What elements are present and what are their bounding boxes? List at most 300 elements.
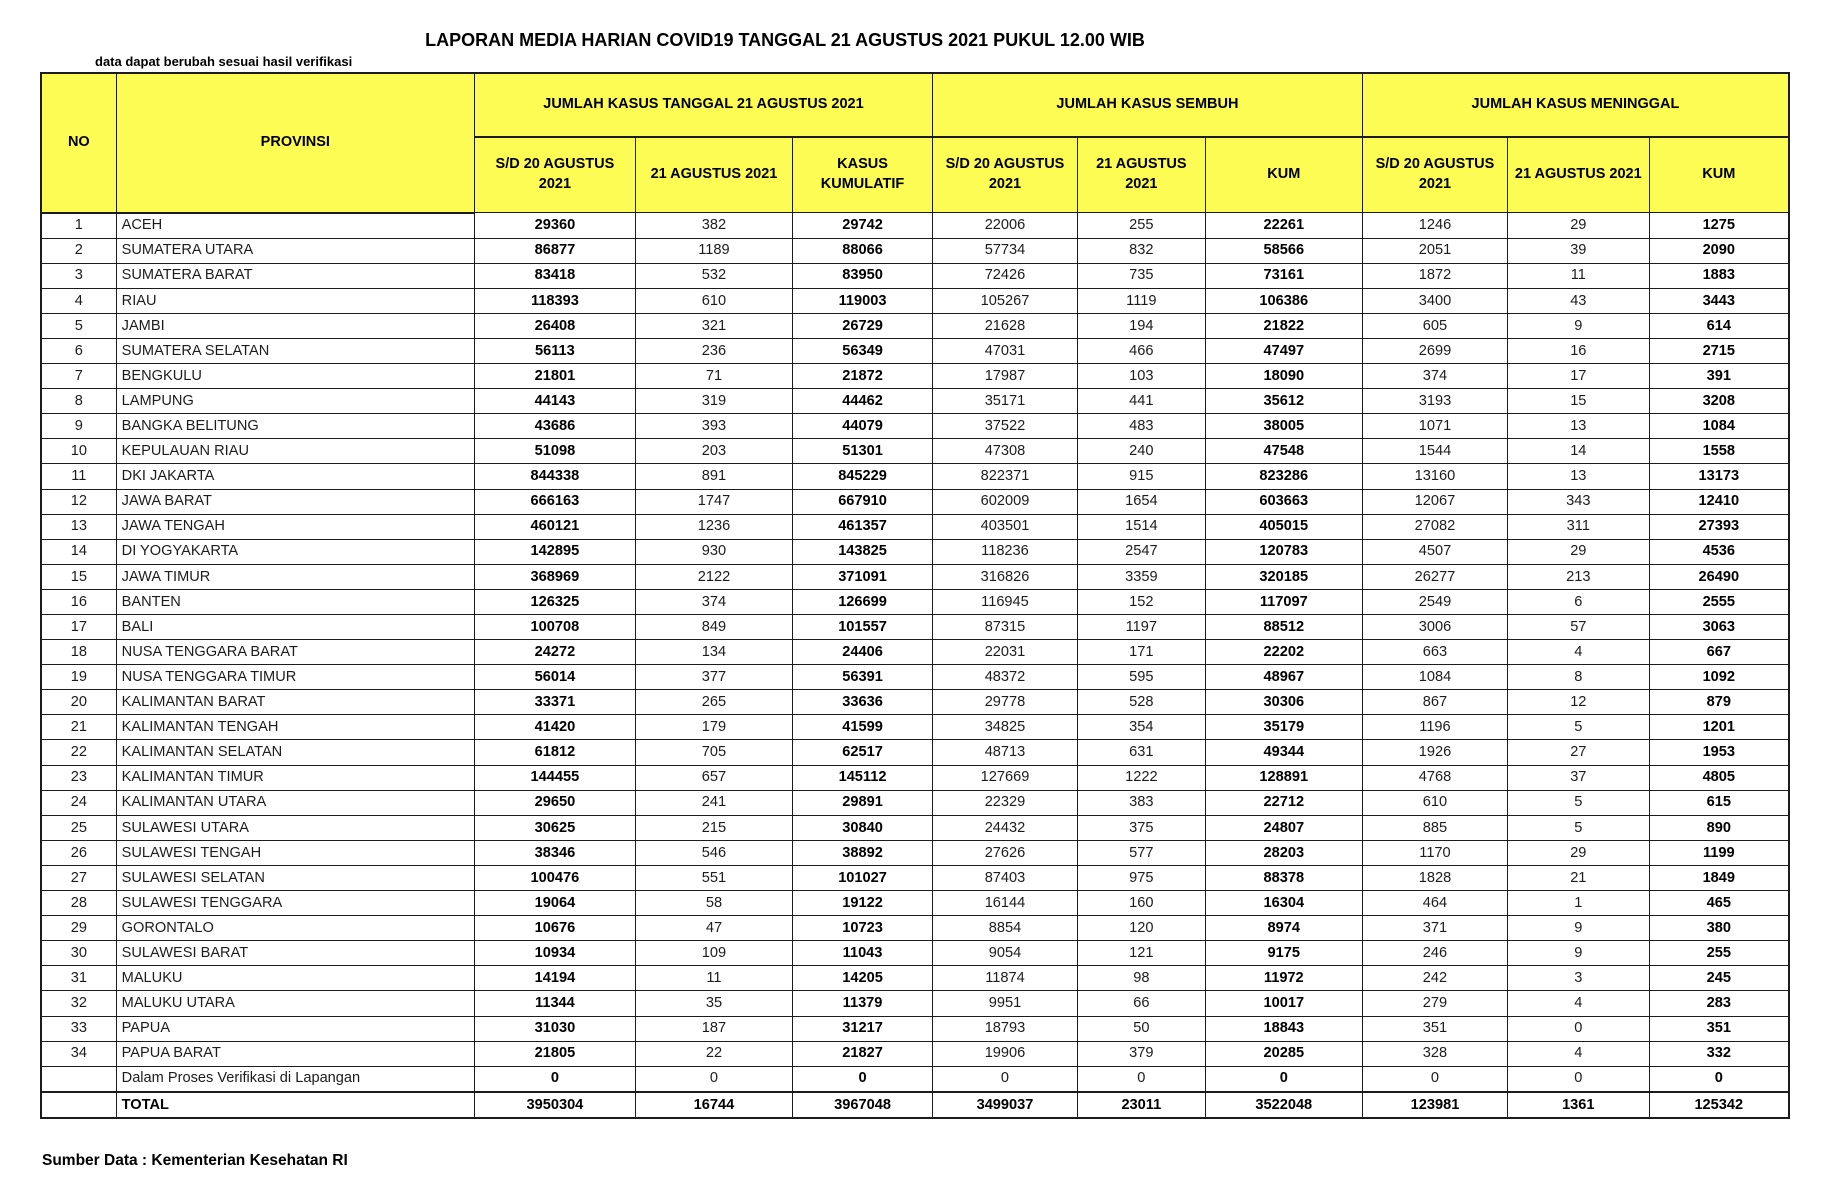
value-cell: 24432: [932, 815, 1077, 840]
value-cell: 605: [1362, 313, 1507, 338]
value-cell: 26277: [1362, 564, 1507, 589]
value-cell: 13160: [1362, 464, 1507, 489]
row-number: 3: [41, 263, 116, 288]
value-cell: 832: [1078, 238, 1206, 263]
value-cell: 13: [1508, 414, 1650, 439]
table-row: [41, 564, 1789, 589]
value-cell: 1119: [1078, 288, 1206, 313]
value-cell: 187: [635, 1016, 792, 1041]
value-cell: 343: [1508, 489, 1650, 514]
value-cell: 283: [1649, 991, 1789, 1016]
value-cell: 13: [1508, 464, 1650, 489]
value-cell: 143825: [793, 539, 933, 564]
value-cell: 1558: [1649, 439, 1789, 464]
province-name: KALIMANTAN TENGAH: [116, 715, 474, 740]
value-cell: 29742: [793, 213, 933, 239]
value-cell: 38346: [475, 840, 636, 865]
sub-header-kasus-sd20: S/D 20 AGUSTUS 2021: [475, 137, 636, 213]
value-cell: 1196: [1362, 715, 1507, 740]
value-cell: 28203: [1205, 840, 1362, 865]
table-row: [41, 840, 1789, 865]
value-cell: 37522: [932, 414, 1077, 439]
province-name: SUMATERA SELATAN: [116, 338, 474, 363]
table-header: [41, 73, 1789, 213]
value-cell: 3063: [1649, 615, 1789, 640]
col-header-provinsi: PROVINSI: [116, 73, 474, 213]
value-cell: 1199: [1649, 840, 1789, 865]
table-row: [41, 916, 1789, 941]
value-cell: 3443: [1649, 288, 1789, 313]
value-cell: 12410: [1649, 489, 1789, 514]
value-cell: 119003: [793, 288, 933, 313]
province-name: SUMATERA UTARA: [116, 238, 474, 263]
value-cell: 255: [1649, 941, 1789, 966]
value-cell: 354: [1078, 715, 1206, 740]
value-cell: 528: [1078, 690, 1206, 715]
row-number: [41, 1092, 116, 1118]
row-number: 10: [41, 439, 116, 464]
value-cell: 1883: [1649, 263, 1789, 288]
value-cell: 9: [1508, 313, 1650, 338]
value-cell: 10676: [475, 916, 636, 941]
row-number: 14: [41, 539, 116, 564]
value-cell: 30306: [1205, 690, 1362, 715]
value-cell: 3208: [1649, 389, 1789, 414]
value-cell: 1084: [1362, 665, 1507, 690]
province-name: KEPULAUAN RIAU: [116, 439, 474, 464]
source-note: Sumber Data : Kementerian Kesehatan RI: [42, 1152, 348, 1169]
province-name: KALIMANTAN SELATAN: [116, 740, 474, 765]
table-row: [41, 665, 1789, 690]
table-row: [41, 338, 1789, 363]
value-cell: 29: [1508, 840, 1650, 865]
row-number: 15: [41, 564, 116, 589]
row-number: 24: [41, 790, 116, 815]
value-cell: 19122: [793, 891, 933, 916]
row-number: 30: [41, 941, 116, 966]
value-cell: 66: [1078, 991, 1206, 1016]
table-row: [41, 640, 1789, 665]
value-cell: 27626: [932, 840, 1077, 865]
page-title: LAPORAN MEDIA HARIAN COVID19 TANGGAL 21 AGUSTUS 2021 PUKUL 12.00 WIB: [425, 30, 1145, 50]
value-cell: 1246: [1362, 213, 1507, 239]
row-number: 27: [41, 865, 116, 890]
value-cell: 1544: [1362, 439, 1507, 464]
sub-header-sembuh-kum: KUM: [1205, 137, 1362, 213]
value-cell: 18090: [1205, 364, 1362, 389]
province-name: LAMPUNG: [116, 389, 474, 414]
value-cell: 33371: [475, 690, 636, 715]
province-name: BANTEN: [116, 589, 474, 614]
value-cell: 56391: [793, 665, 933, 690]
table-row: [41, 263, 1789, 288]
value-cell: 109: [635, 941, 792, 966]
value-cell: 2715: [1649, 338, 1789, 363]
value-cell: 11344: [475, 991, 636, 1016]
value-cell: 379: [1078, 1041, 1206, 1066]
value-cell: 29: [1508, 213, 1650, 239]
value-cell: 460121: [475, 514, 636, 539]
value-cell: 867: [1362, 690, 1507, 715]
value-cell: 27: [1508, 740, 1650, 765]
row-number: 9: [41, 414, 116, 439]
table-row: [41, 364, 1789, 389]
value-cell: 128891: [1205, 765, 1362, 790]
value-cell: 1654: [1078, 489, 1206, 514]
province-name: NUSA TENGGARA TIMUR: [116, 665, 474, 690]
value-cell: 37: [1508, 765, 1650, 790]
value-cell: 26729: [793, 313, 933, 338]
value-cell: 21801: [475, 364, 636, 389]
province-name: SUMATERA BARAT: [116, 263, 474, 288]
value-cell: 120783: [1205, 539, 1362, 564]
value-cell: 246: [1362, 941, 1507, 966]
value-cell: 391: [1649, 364, 1789, 389]
value-cell: 29360: [475, 213, 636, 239]
province-name: SULAWESI UTARA: [116, 815, 474, 840]
table-row: [41, 966, 1789, 991]
sub-header-meninggal-21: 21 AGUSTUS 2021: [1508, 137, 1650, 213]
table-row: [41, 891, 1789, 916]
value-cell: 30625: [475, 815, 636, 840]
value-cell: 464: [1362, 891, 1507, 916]
value-cell: 328: [1362, 1041, 1507, 1066]
province-name: Dalam Proses Verifikasi di Lapangan: [116, 1066, 474, 1092]
value-cell: 879: [1649, 690, 1789, 715]
province-name: TOTAL: [116, 1092, 474, 1118]
value-cell: 57734: [932, 238, 1077, 263]
value-cell: 56349: [793, 338, 933, 363]
value-cell: 10017: [1205, 991, 1362, 1016]
value-cell: 265: [635, 690, 792, 715]
row-number: 21: [41, 715, 116, 740]
value-cell: 351: [1362, 1016, 1507, 1041]
value-cell: 1236: [635, 514, 792, 539]
province-name: PAPUA: [116, 1016, 474, 1041]
value-cell: 43686: [475, 414, 636, 439]
value-cell: 48967: [1205, 665, 1362, 690]
value-cell: 735: [1078, 263, 1206, 288]
value-cell: 120: [1078, 916, 1206, 941]
group-header-sembuh: JUMLAH KASUS SEMBUH: [932, 73, 1362, 137]
table-row: [41, 790, 1789, 815]
value-cell: 100476: [475, 865, 636, 890]
value-cell: 51098: [475, 439, 636, 464]
province-name: JAWA TENGAH: [116, 514, 474, 539]
row-number: 13: [41, 514, 116, 539]
value-cell: 663: [1362, 640, 1507, 665]
table-row: [41, 1092, 1789, 1118]
value-cell: 930: [635, 539, 792, 564]
value-cell: 0: [1078, 1066, 1206, 1092]
value-cell: 15: [1508, 389, 1650, 414]
value-cell: 47031: [932, 338, 1077, 363]
value-cell: 61812: [475, 740, 636, 765]
value-cell: 1828: [1362, 865, 1507, 890]
value-cell: 16304: [1205, 891, 1362, 916]
value-cell: 0: [475, 1066, 636, 1092]
value-cell: 1953: [1649, 740, 1789, 765]
value-cell: 22712: [1205, 790, 1362, 815]
value-cell: 9054: [932, 941, 1077, 966]
row-number: 20: [41, 690, 116, 715]
province-name: GORONTALO: [116, 916, 474, 941]
value-cell: 241: [635, 790, 792, 815]
table-row: [41, 213, 1789, 239]
sub-header-sembuh-sd20: S/D 20 AGUSTUS 2021: [932, 137, 1077, 213]
value-cell: 22031: [932, 640, 1077, 665]
value-cell: 3006: [1362, 615, 1507, 640]
table-row: [41, 740, 1789, 765]
value-cell: 98: [1078, 966, 1206, 991]
value-cell: 11043: [793, 941, 933, 966]
value-cell: 106386: [1205, 288, 1362, 313]
value-cell: 24406: [793, 640, 933, 665]
value-cell: 41599: [793, 715, 933, 740]
value-cell: 179: [635, 715, 792, 740]
table-row: [41, 464, 1789, 489]
value-cell: 116945: [932, 589, 1077, 614]
value-cell: 34825: [932, 715, 1077, 740]
value-cell: 279: [1362, 991, 1507, 1016]
value-cell: 11: [1508, 263, 1650, 288]
value-cell: 23011: [1078, 1092, 1206, 1118]
value-cell: 171: [1078, 640, 1206, 665]
table-row: [41, 439, 1789, 464]
value-cell: 11: [635, 966, 792, 991]
table-row: [41, 238, 1789, 263]
value-cell: 2699: [1362, 338, 1507, 363]
value-cell: 27082: [1362, 514, 1507, 539]
table-row: [41, 389, 1789, 414]
value-cell: 466: [1078, 338, 1206, 363]
value-cell: 546: [635, 840, 792, 865]
value-cell: 126325: [475, 589, 636, 614]
value-cell: 38005: [1205, 414, 1362, 439]
value-cell: 915: [1078, 464, 1206, 489]
row-number: 19: [41, 665, 116, 690]
table-row: [41, 715, 1789, 740]
group-header-meninggal: JUMLAH KASUS MENINGGAL: [1362, 73, 1789, 137]
value-cell: 16144: [932, 891, 1077, 916]
value-cell: 13173: [1649, 464, 1789, 489]
value-cell: 62517: [793, 740, 933, 765]
value-cell: 4: [1508, 640, 1650, 665]
value-cell: 1222: [1078, 765, 1206, 790]
value-cell: 26408: [475, 313, 636, 338]
table-row: [41, 991, 1789, 1016]
value-cell: 9951: [932, 991, 1077, 1016]
value-cell: 72426: [932, 263, 1077, 288]
value-cell: 50: [1078, 1016, 1206, 1041]
value-cell: 311: [1508, 514, 1650, 539]
value-cell: 603663: [1205, 489, 1362, 514]
value-cell: 33636: [793, 690, 933, 715]
value-cell: 844338: [475, 464, 636, 489]
value-cell: 18793: [932, 1016, 1077, 1041]
table-row: [41, 514, 1789, 539]
value-cell: 103: [1078, 364, 1206, 389]
verification-note: data dapat berubah sesuai hasil verifikasi: [95, 54, 353, 69]
value-cell: 29778: [932, 690, 1077, 715]
value-cell: 56014: [475, 665, 636, 690]
row-number: 33: [41, 1016, 116, 1041]
value-cell: 16: [1508, 338, 1650, 363]
row-number: 29: [41, 916, 116, 941]
value-cell: 35171: [932, 389, 1077, 414]
province-name: DI YOGYAKARTA: [116, 539, 474, 564]
value-cell: 1747: [635, 489, 792, 514]
value-cell: 0: [1649, 1066, 1789, 1092]
value-cell: 1849: [1649, 865, 1789, 890]
value-cell: 83950: [793, 263, 933, 288]
value-cell: 441: [1078, 389, 1206, 414]
value-cell: 17987: [932, 364, 1077, 389]
value-cell: 12: [1508, 690, 1650, 715]
table-body: [41, 213, 1789, 1118]
value-cell: 152: [1078, 589, 1206, 614]
row-number: 17: [41, 615, 116, 640]
row-number: 18: [41, 640, 116, 665]
value-cell: 21805: [475, 1041, 636, 1066]
value-cell: 8: [1508, 665, 1650, 690]
value-cell: 240: [1078, 439, 1206, 464]
value-cell: 88066: [793, 238, 933, 263]
value-cell: 316826: [932, 564, 1077, 589]
value-cell: 58: [635, 891, 792, 916]
value-cell: 380: [1649, 916, 1789, 941]
value-cell: 87315: [932, 615, 1077, 640]
value-cell: 35: [635, 991, 792, 1016]
value-cell: 657: [635, 765, 792, 790]
province-name: SULAWESI TENGAH: [116, 840, 474, 865]
value-cell: 610: [1362, 790, 1507, 815]
province-name: SULAWESI BARAT: [116, 941, 474, 966]
value-cell: 118236: [932, 539, 1077, 564]
value-cell: 30840: [793, 815, 933, 840]
value-cell: 117097: [1205, 589, 1362, 614]
value-cell: 1926: [1362, 740, 1507, 765]
value-cell: 0: [1362, 1066, 1507, 1092]
col-header-no: NO: [41, 73, 116, 213]
value-cell: 0: [1508, 1066, 1650, 1092]
row-number: 28: [41, 891, 116, 916]
value-cell: 14194: [475, 966, 636, 991]
table-row: [41, 1041, 1789, 1066]
value-cell: 127669: [932, 765, 1077, 790]
value-cell: 21872: [793, 364, 933, 389]
value-cell: 614: [1649, 313, 1789, 338]
value-cell: 43: [1508, 288, 1650, 313]
row-number: 34: [41, 1041, 116, 1066]
value-cell: 126699: [793, 589, 933, 614]
value-cell: 22261: [1205, 213, 1362, 239]
value-cell: 3522048: [1205, 1092, 1362, 1118]
value-cell: 17: [1508, 364, 1650, 389]
value-cell: 975: [1078, 865, 1206, 890]
row-number: 16: [41, 589, 116, 614]
value-cell: 483: [1078, 414, 1206, 439]
value-cell: 125342: [1649, 1092, 1789, 1118]
value-cell: 5: [1508, 815, 1650, 840]
value-cell: 24272: [475, 640, 636, 665]
province-name: ACEH: [116, 213, 474, 239]
province-name: SULAWESI SELATAN: [116, 865, 474, 890]
value-cell: 47497: [1205, 338, 1362, 363]
value-cell: 320185: [1205, 564, 1362, 589]
value-cell: 667: [1649, 640, 1789, 665]
value-cell: 532: [635, 263, 792, 288]
value-cell: 1189: [635, 238, 792, 263]
province-name: MALUKU UTARA: [116, 991, 474, 1016]
value-cell: 2090: [1649, 238, 1789, 263]
row-number: 32: [41, 991, 116, 1016]
value-cell: 371: [1362, 916, 1507, 941]
value-cell: 332: [1649, 1041, 1789, 1066]
value-cell: 49344: [1205, 740, 1362, 765]
value-cell: 0: [635, 1066, 792, 1092]
value-cell: 0: [1508, 1016, 1650, 1041]
value-cell: 822371: [932, 464, 1077, 489]
value-cell: 3193: [1362, 389, 1507, 414]
value-cell: 377: [635, 665, 792, 690]
sub-header-meninggal-kum: KUM: [1649, 137, 1789, 213]
value-cell: 374: [1362, 364, 1507, 389]
province-name: KALIMANTAN BARAT: [116, 690, 474, 715]
value-cell: 1092: [1649, 665, 1789, 690]
value-cell: 145112: [793, 765, 933, 790]
value-cell: 4: [1508, 1041, 1650, 1066]
value-cell: 213: [1508, 564, 1650, 589]
sub-header-sembuh-21: 21 AGUSTUS 2021: [1078, 137, 1206, 213]
table-row: [41, 865, 1789, 890]
row-number: 8: [41, 389, 116, 414]
value-cell: 47: [635, 916, 792, 941]
value-cell: 551: [635, 865, 792, 890]
province-name: JAMBI: [116, 313, 474, 338]
value-cell: 123981: [1362, 1092, 1507, 1118]
table-row: [41, 690, 1789, 715]
value-cell: 31217: [793, 1016, 933, 1041]
table-row: [41, 941, 1789, 966]
value-cell: 3: [1508, 966, 1650, 991]
province-name: BALI: [116, 615, 474, 640]
value-cell: 9175: [1205, 941, 1362, 966]
value-cell: 1084: [1649, 414, 1789, 439]
value-cell: 26490: [1649, 564, 1789, 589]
sub-header-meninggal-sd20: S/D 20 AGUSTUS 2021: [1362, 137, 1507, 213]
province-name: SULAWESI TENGGARA: [116, 891, 474, 916]
value-cell: 22: [635, 1041, 792, 1066]
value-cell: 3400: [1362, 288, 1507, 313]
row-number: 12: [41, 489, 116, 514]
value-cell: 29: [1508, 539, 1650, 564]
value-cell: 631: [1078, 740, 1206, 765]
value-cell: 88378: [1205, 865, 1362, 890]
table-row: [41, 414, 1789, 439]
value-cell: 885: [1362, 815, 1507, 840]
value-cell: 1361: [1508, 1092, 1650, 1118]
value-cell: 21822: [1205, 313, 1362, 338]
value-cell: 21628: [932, 313, 1077, 338]
value-cell: 382: [635, 213, 792, 239]
value-cell: 14205: [793, 966, 933, 991]
value-cell: 8974: [1205, 916, 1362, 941]
value-cell: 29650: [475, 790, 636, 815]
value-cell: 10723: [793, 916, 933, 941]
value-cell: 12067: [1362, 489, 1507, 514]
value-cell: 44143: [475, 389, 636, 414]
